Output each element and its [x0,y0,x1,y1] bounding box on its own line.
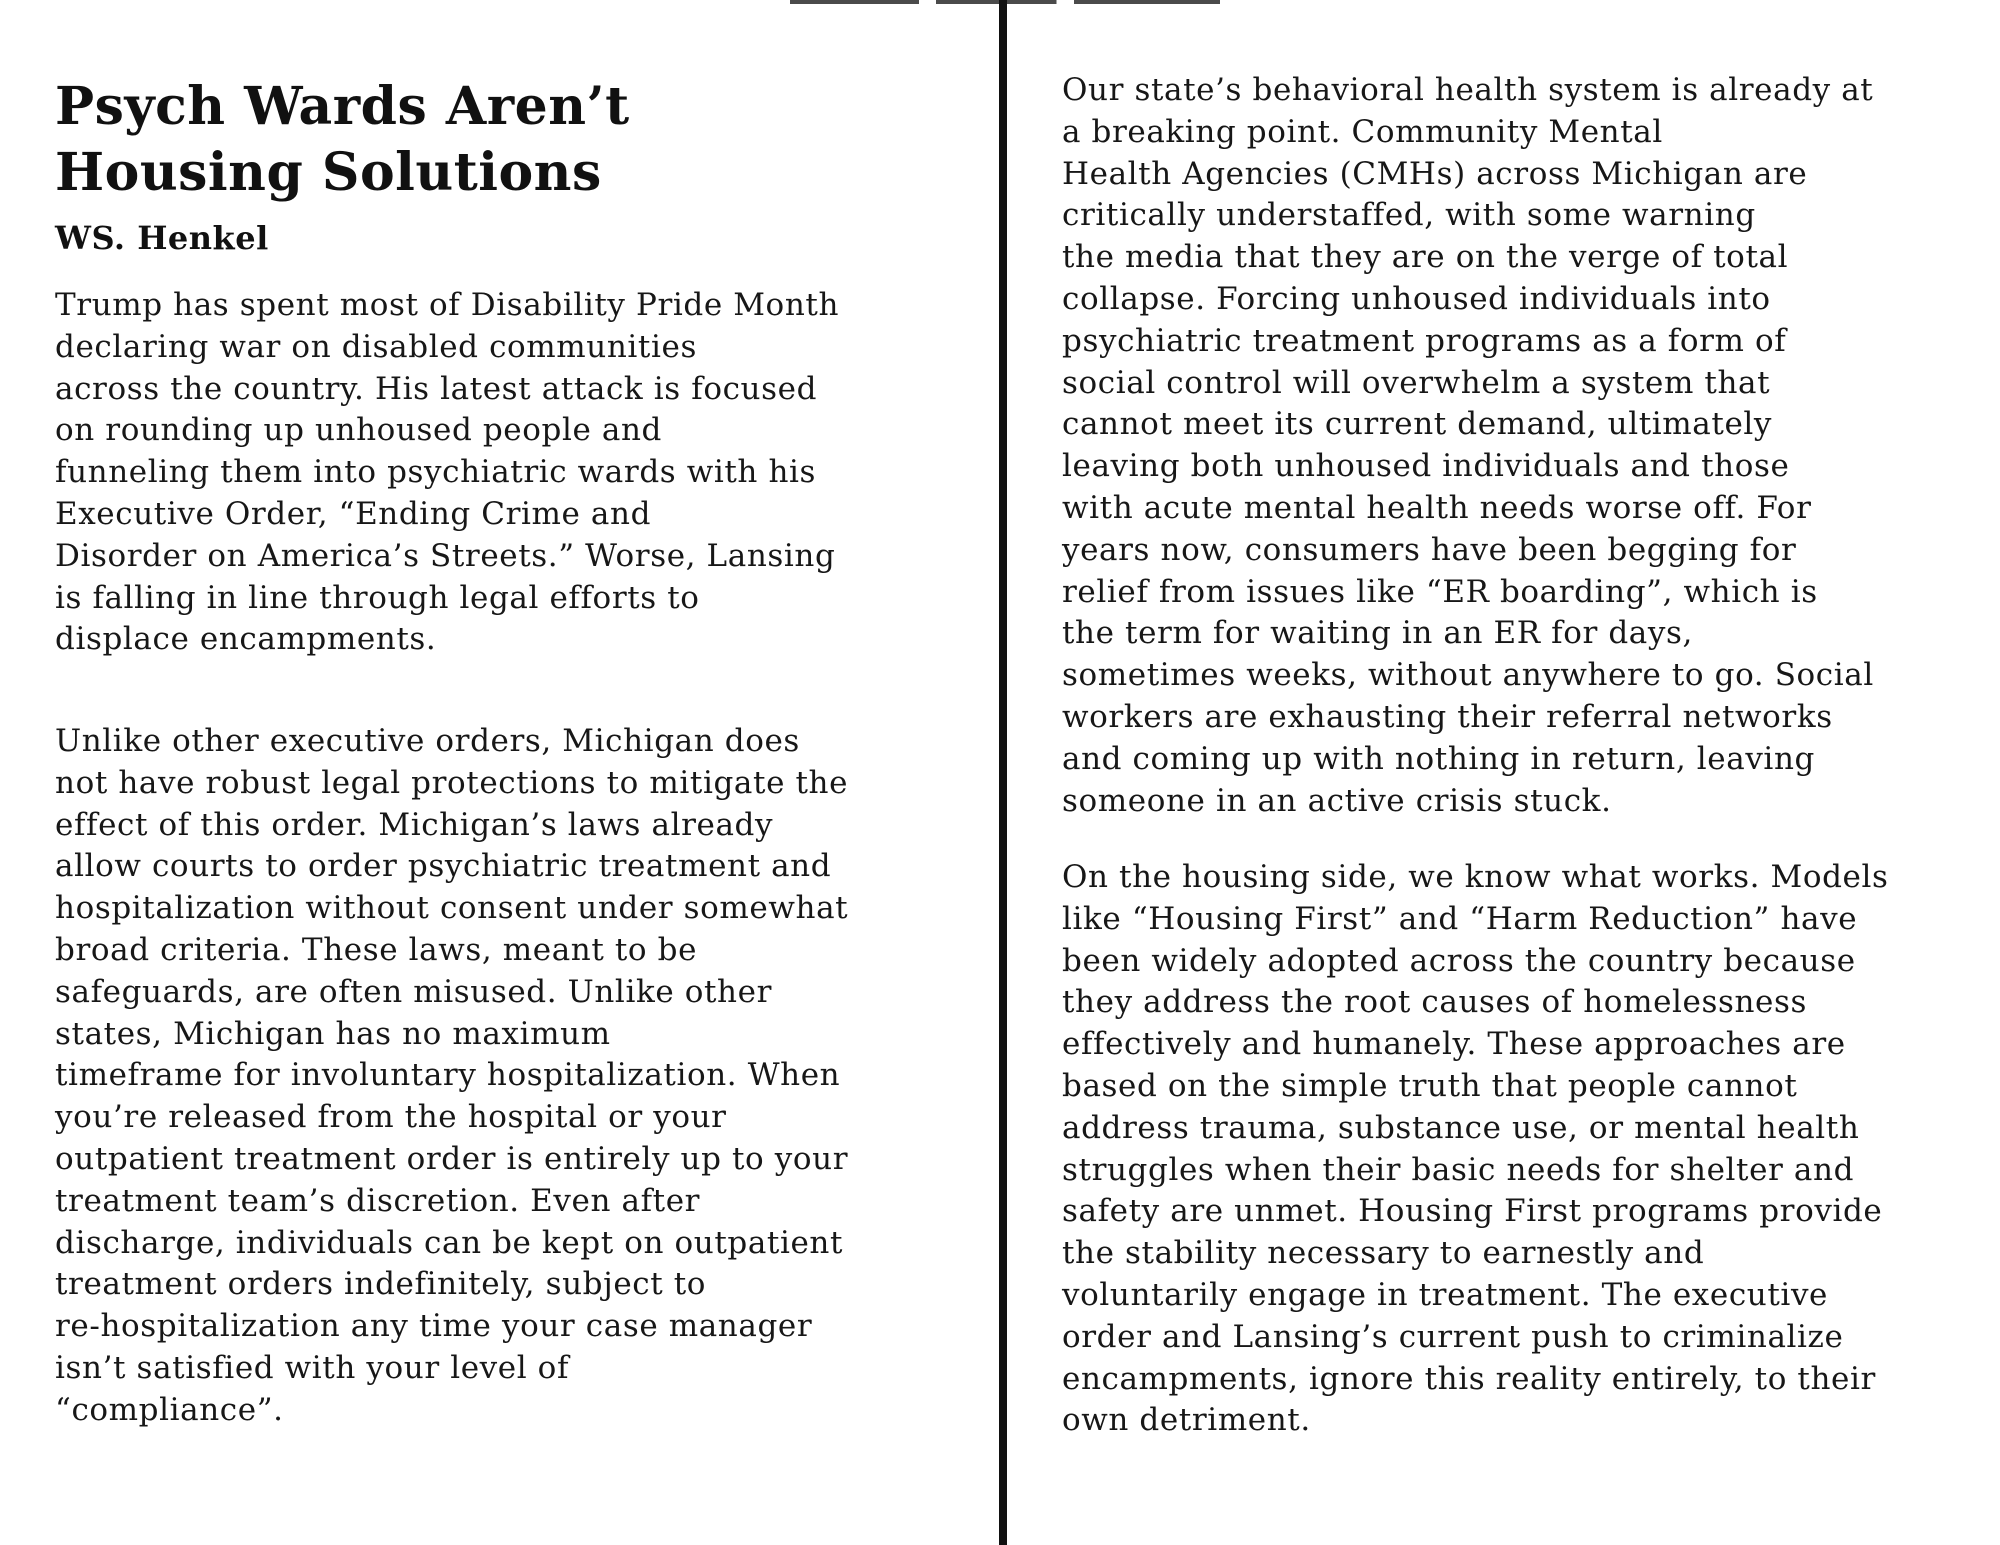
paragraph-1: Trump has spent most of Disability Pride Month declaring war on disabled communities across the country. His latest attack is focused on rounding up unhoused people and funneling them into psychiatric wards with his Executive Order, “Ending Crime and Disorder on America’s Streets.” Worse, Lansing is falling in line through legal efforts to displace encampments. [55,287,840,658]
paragraph-3: Our state’s behavioral health system is already at a breaking point. Community Mental Health Agencies (CMHs) across Michigan are critically understaffed, with some warning the media that they are on the verge of total collapse. Forcing unhoused individuals into psychiatric treatment programs as a form of social control will overwhelm a system that cannot meet its current demand, ultimately leaving both unhoused individuals and those with acute mental health needs worse off. For years now, consumers have been begging for relief from issues like “ER boarding”, which is the term for waiting in an ER for days, sometimes weeks, without anywhere to go. Social workers are exhausting their referral networks and coming up with nothing in return, leaving someone in an active crisis stuck. [1062,72,1874,819]
page-divider [999,0,1007,1545]
article-title: Psych Wards Aren’t Housing Solutions [55,76,630,203]
paragraph-4: On the housing side, we know what works. Models like “Housing First” and “Harm Reduction” have been widely adopted across the country because they address the root causes of homelessness effectively and humanely. These approaches are based on the simple truth that people cannot address trauma, substance use, or mental health struggles when their basic needs for shelter and safety are unmet. Housing First programs provide the stability necessary to earnestly and voluntarily engage in treatment. The executive order and Lansing’s current push to criminalize encampments, ignore this reality entirely, to their own detriment. [1062,859,1889,1439]
author-byline: WS. Henkel [55,219,269,257]
right-page [1062,0,1982,1545]
paragraph-2: Unlike other executive orders, Michigan does not have robust legal protections to mitigate the effect of this order. Michigan’s laws already allow courts to order psychiatric treatment and hospitalization without consent under somewhat broad criteria. These laws, meant to be safeguards, are often misused. Unlike other states, Michigan has no maximum timeframe for involuntary hospitalization. When you’re released from the hospital or your outpatient treatment order is entirely up to your treatment team’s discretion. Even after discharge, individuals can be kept on outpatient treatment orders indefinitely, subject to re-hospitalization any time your case manager isn’t satisfied with your level of “compliance”. [55,723,849,1428]
left-page [55,0,940,1545]
